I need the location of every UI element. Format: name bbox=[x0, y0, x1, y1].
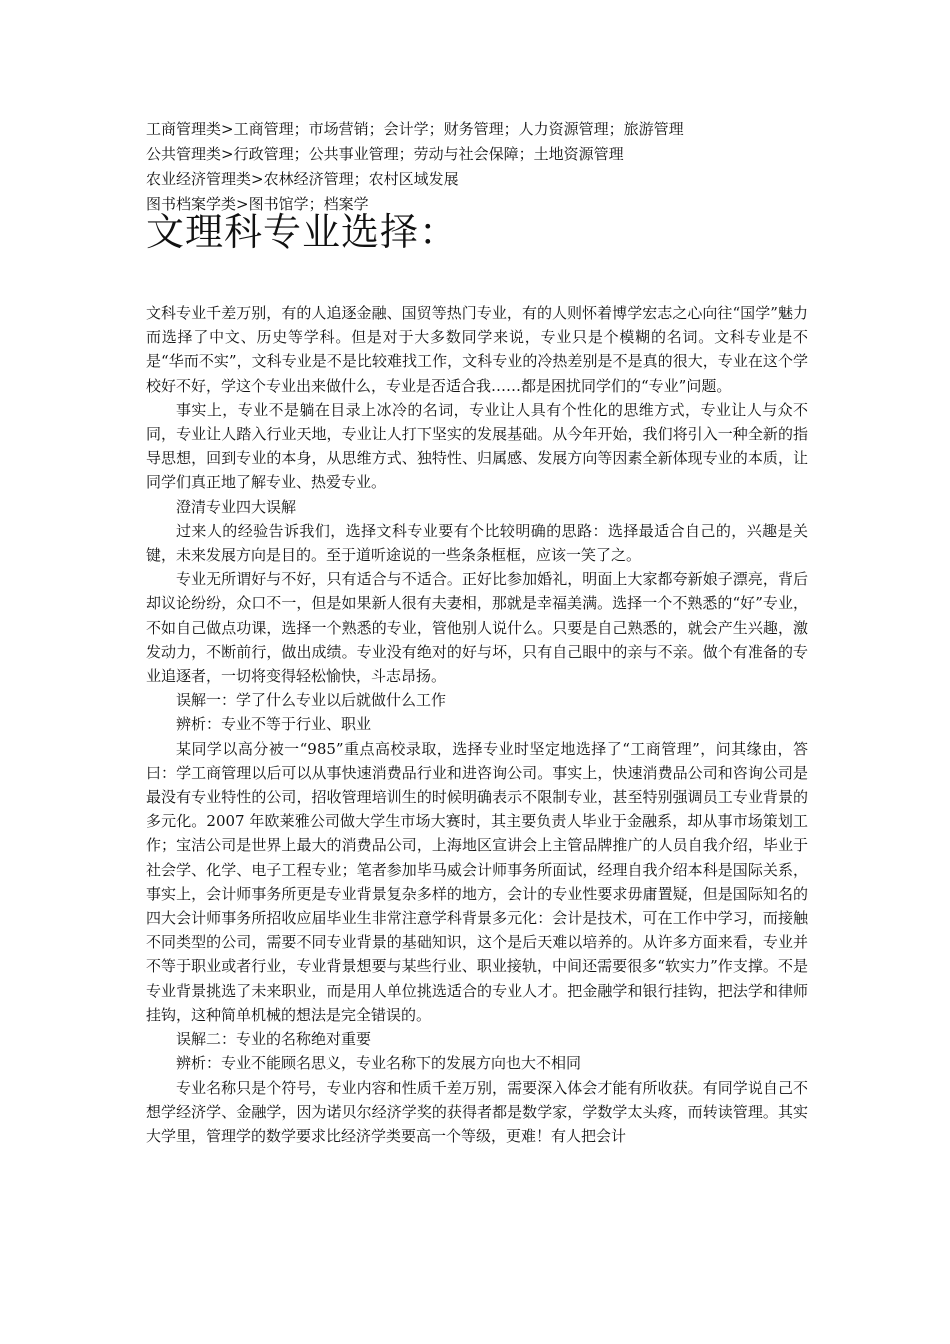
subheading-misconception-1: 误解一：学了什么专业以后就做什么工作 bbox=[176, 691, 447, 710]
major-category-list bbox=[146, 117, 808, 217]
paragraph-major-name: 专业名称只是个符号，专业内容和性质千差万别，需要深入体会才能有所收获。有同学说自己不想学经济学、金融学，因为诺贝尔经济学奖的获得者都是数学家，学数学太头疼，而转读管理。其实大学里，管理学的数学要求比经济学类要高一个等级，更难！有人把会计 bbox=[146, 1078, 808, 1145]
category-public-admin: 公共管理类>行政管理；公共事业管理；劳动与社会保障；土地资源管理 bbox=[146, 145, 624, 163]
subheading-misconception-2: 误解二：专业的名称绝对重要 bbox=[176, 1030, 372, 1049]
paragraph-intro: 文科专业千差万别，有的人追逐金融、国贸等热门专业，有的人则怀着博学宏志之心向往“国学”魅力而选择了中文、历史等学科。但是对于大多数同学来说，专业只是个模糊的名词。文科专业是不是“华而不实”，文科专业是不是比较难找工作，文科专业的冷热差别是不是真的很大，专业在这个学校好不好，学这个专业出来做什么，专业是否适合我……都是困扰同学们的“专业”问题。 bbox=[146, 304, 808, 395]
subheading-analysis-2: 辨析：专业不能顾名思义，专业名称下的发展方向也大不相同 bbox=[176, 1054, 582, 1073]
paragraph-case-study: 某同学以高分被一“985”重点高校录取，选择专业时坚定地选择了“工商管理”，问其缘由，答曰：学工商管理以后可以从事快速消费品行业和进咨询公司。事实上，快速消费品公司和咨询公司是最没有专业特性的公司，招收管理培训生的时候明确表示不限制专业，甚至特别强调员工专业背景的多元化。2007 年欧莱雅公司做大学生市场大赛时，其主要负责人毕业于金融系，却从事市场策划工作；宝洁公司是世界上最大的消费品公司，上海地区宣讲会上主管品牌推广的人员自我介绍，毕业于社会学、化学、电子工程专业；笔者参加毕马威会计师事务所面试，经理自我介绍本科是国际关系，事实上，会计师事务所更是专业背景复杂多样的地方，会计的专业性要求毋庸置疑，但是国际知名的四大会计师事务所招收应届毕业生非常注意学科背景多元化：会计是技术，可在工作中学习，而接触不同类型的公司，需要不同专业背景的基础知识，这个是后天难以培养的。从许多方面来看，专业并不等于职业或者行业，专业背景想要与某些行业、职业接轨，中间还需要很多“软实力”作支撑。不是专业背景挑选了未来职业，而是用人单位挑选适合的专业人才。把金融学和银行挂钩，把法学和律师挂钩，这种简单机械的想法是完全错误的。 bbox=[146, 739, 808, 1024]
article-body bbox=[146, 301, 808, 1148]
subheading-analysis-1: 辨析：专业不等于行业、职业 bbox=[176, 715, 372, 734]
category-agri-econ-admin: 农业经济管理类>农林经济管理；农村区域发展 bbox=[146, 170, 459, 188]
paragraph-suitability: 专业无所谓好与不好，只有适合与不适合。正好比参加婚礼，明面上大家都夸新娘子漂亮，背后却议论纷纷，众口不一，但是如果新人很有夫妻相，那就是幸福美满。选择一个不熟悉的“好”专业，不如自己做点功课，选择一个熟悉的专业，管他别人说什么。只要是自己熟悉的，就会产生兴趣，激发动力，不断前行，做出成绩。专业没有绝对的好与坏，只有自己眼中的亲与不亲。做个有准备的专业追逐者，一切将变得轻松愉快，斗志昂扬。 bbox=[146, 570, 808, 686]
document-page bbox=[146, 117, 808, 1148]
paragraph-major-meaning: 事实上，专业不是躺在目录上冰冷的名词，专业让人具有个性化的思维方式，专业让人与众不同，专业让人踏入行业天地，专业让人打下坚实的发展基础。从今年开始，我们将引入一种全新的指导思想，回到专业的本身，从思维方式、独特性、归属感、发展方向等因素全新体现专业的本质，让同学们真正地了解专业、热爱专业。 bbox=[146, 400, 808, 492]
category-business-admin: 工商管理类>工商管理；市场营销；会计学；财务管理；人力资源管理；旅游管理 bbox=[146, 120, 684, 138]
category-library-archives: 图书档案学类>图书馆学；档案学 bbox=[146, 195, 369, 213]
section-heading: 文理科专业选择： bbox=[146, 210, 459, 254]
subheading-four-misconceptions: 澄清专业四大误解 bbox=[176, 497, 297, 516]
paragraph-experience: 过来人的经验告诉我们，选择文科专业要有个比较明确的思路：选择最适合自己的，兴趣是关键，未来发展方向是目的。至于道听途说的一些条条框框，应该一笑了之。 bbox=[146, 521, 808, 565]
